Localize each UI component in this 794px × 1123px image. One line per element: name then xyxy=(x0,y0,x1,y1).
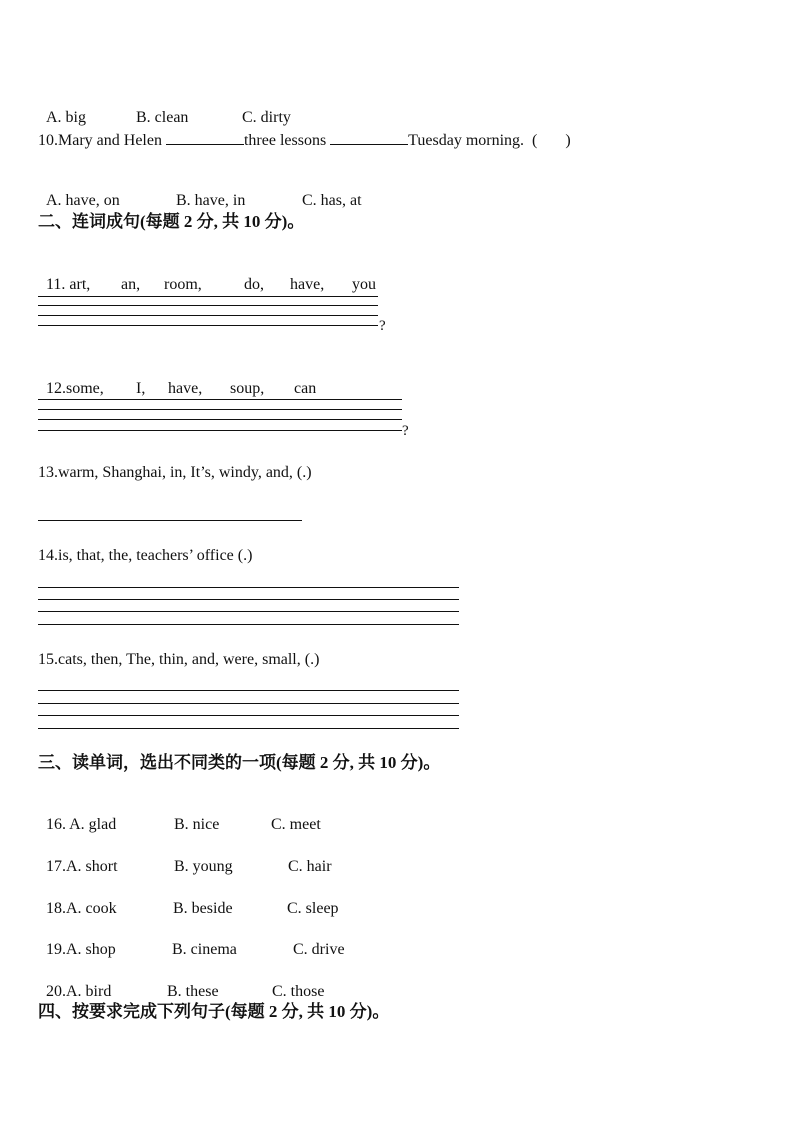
q12-question-mark: ? xyxy=(402,423,409,439)
q17-option-c: C. hair xyxy=(288,858,332,875)
q16-option-a: 16. A. glad xyxy=(46,816,117,833)
q11-word: an, xyxy=(121,276,141,293)
q12-answer-line-3[interactable] xyxy=(38,419,402,420)
q10-blank-2[interactable] xyxy=(330,130,408,145)
q11-answer-line-2[interactable] xyxy=(38,305,378,306)
q12-answer-line-2[interactable] xyxy=(38,409,402,410)
q14-answer-line-2[interactable] xyxy=(38,599,459,600)
q11-question-mark: ? xyxy=(379,318,386,334)
question-14: 14.is, that, the, teachers’ office (.) xyxy=(38,547,253,564)
q11-answer-line-1[interactable] xyxy=(38,296,378,297)
question-15: 15.cats, then, The, thin, and, were, small, (.) xyxy=(38,651,320,668)
section-3-heading: 三、读单词，选出不同类的一项(每题 2 分, 共 10 分)。 xyxy=(38,753,441,772)
q15-answer-line-3[interactable] xyxy=(38,715,459,716)
q11-word: you xyxy=(352,276,376,293)
section-2-heading: 二、连词成句(每题 2 分, 共 10 分)。 xyxy=(38,212,305,231)
section-4-heading: 四、按要求完成下列句子(每题 2 分, 共 10 分)。 xyxy=(38,1002,390,1021)
q15-answer-line-4[interactable] xyxy=(38,728,459,729)
question-13: 13.warm, Shanghai, in, It’s, windy, and, (.) xyxy=(38,464,312,481)
q12-answer-line-4[interactable] xyxy=(38,430,402,431)
q12-word: have, xyxy=(168,380,203,397)
q9-options xyxy=(38,88,291,128)
q19-option-c: C. drive xyxy=(293,941,345,958)
q15-answer-line-1[interactable] xyxy=(38,690,459,691)
q13-answer-line[interactable] xyxy=(38,520,302,521)
q10-option-b: B. have, in xyxy=(176,192,246,209)
q14-answer-line-1[interactable] xyxy=(38,587,459,588)
question-19 xyxy=(38,920,345,960)
q20-option-b: B. these xyxy=(167,983,219,1000)
question-17 xyxy=(38,837,332,877)
question-16 xyxy=(38,795,321,835)
q9-option-a: A. big xyxy=(46,109,86,126)
q12-word: soup, xyxy=(230,380,265,397)
question-11 xyxy=(38,255,376,295)
q9-option-b: B. clean xyxy=(136,109,189,126)
question-18 xyxy=(38,879,339,919)
question-10 xyxy=(38,130,571,151)
q12-word: I, xyxy=(136,380,146,397)
question-12 xyxy=(38,359,316,399)
q17-option-b: B. young xyxy=(174,858,233,875)
q19-option-b: B. cinema xyxy=(172,941,237,958)
q15-answer-line-2[interactable] xyxy=(38,703,459,704)
q16-option-c: C. meet xyxy=(271,816,321,833)
q14-answer-line-3[interactable] xyxy=(38,611,459,612)
q11-answer-line-4[interactable] xyxy=(38,325,378,326)
q20-option-c: C. those xyxy=(272,983,325,1000)
q10-text-3: Tuesday morning. ( ) xyxy=(408,132,571,149)
q10-text-2: three lessons xyxy=(243,132,331,149)
q12-answer-line-1[interactable] xyxy=(38,399,402,400)
q16-option-b: B. nice xyxy=(174,816,220,833)
q14-answer-line-4[interactable] xyxy=(38,624,459,625)
q10-option-c: C. has, at xyxy=(302,192,362,209)
q19-option-a: 19.A. shop xyxy=(46,941,116,958)
q20-option-a: 20.A. bird xyxy=(46,983,112,1000)
q18-option-b: B. beside xyxy=(173,900,233,917)
q11-answer-line-3[interactable] xyxy=(38,315,378,316)
q11-word: room, xyxy=(164,276,202,293)
q10-blank-1[interactable] xyxy=(166,130,244,145)
q10-option-a: A. have, on xyxy=(46,192,120,209)
q11-word: have, xyxy=(290,276,325,293)
q11-word: do, xyxy=(244,276,264,293)
q12-word: can xyxy=(294,380,317,397)
q12-word: 12.some, xyxy=(46,380,104,397)
q18-option-c: C. sleep xyxy=(287,900,339,917)
q18-option-a: 18.A. cook xyxy=(46,900,117,917)
q17-option-a: 17.A. short xyxy=(46,858,118,875)
q11-word: 11. art, xyxy=(46,276,91,293)
q10-options xyxy=(38,171,362,211)
question-20 xyxy=(38,962,324,1002)
q9-option-c: C. dirty xyxy=(242,109,291,126)
q10-text-1: 10.Mary and Helen xyxy=(38,132,166,149)
